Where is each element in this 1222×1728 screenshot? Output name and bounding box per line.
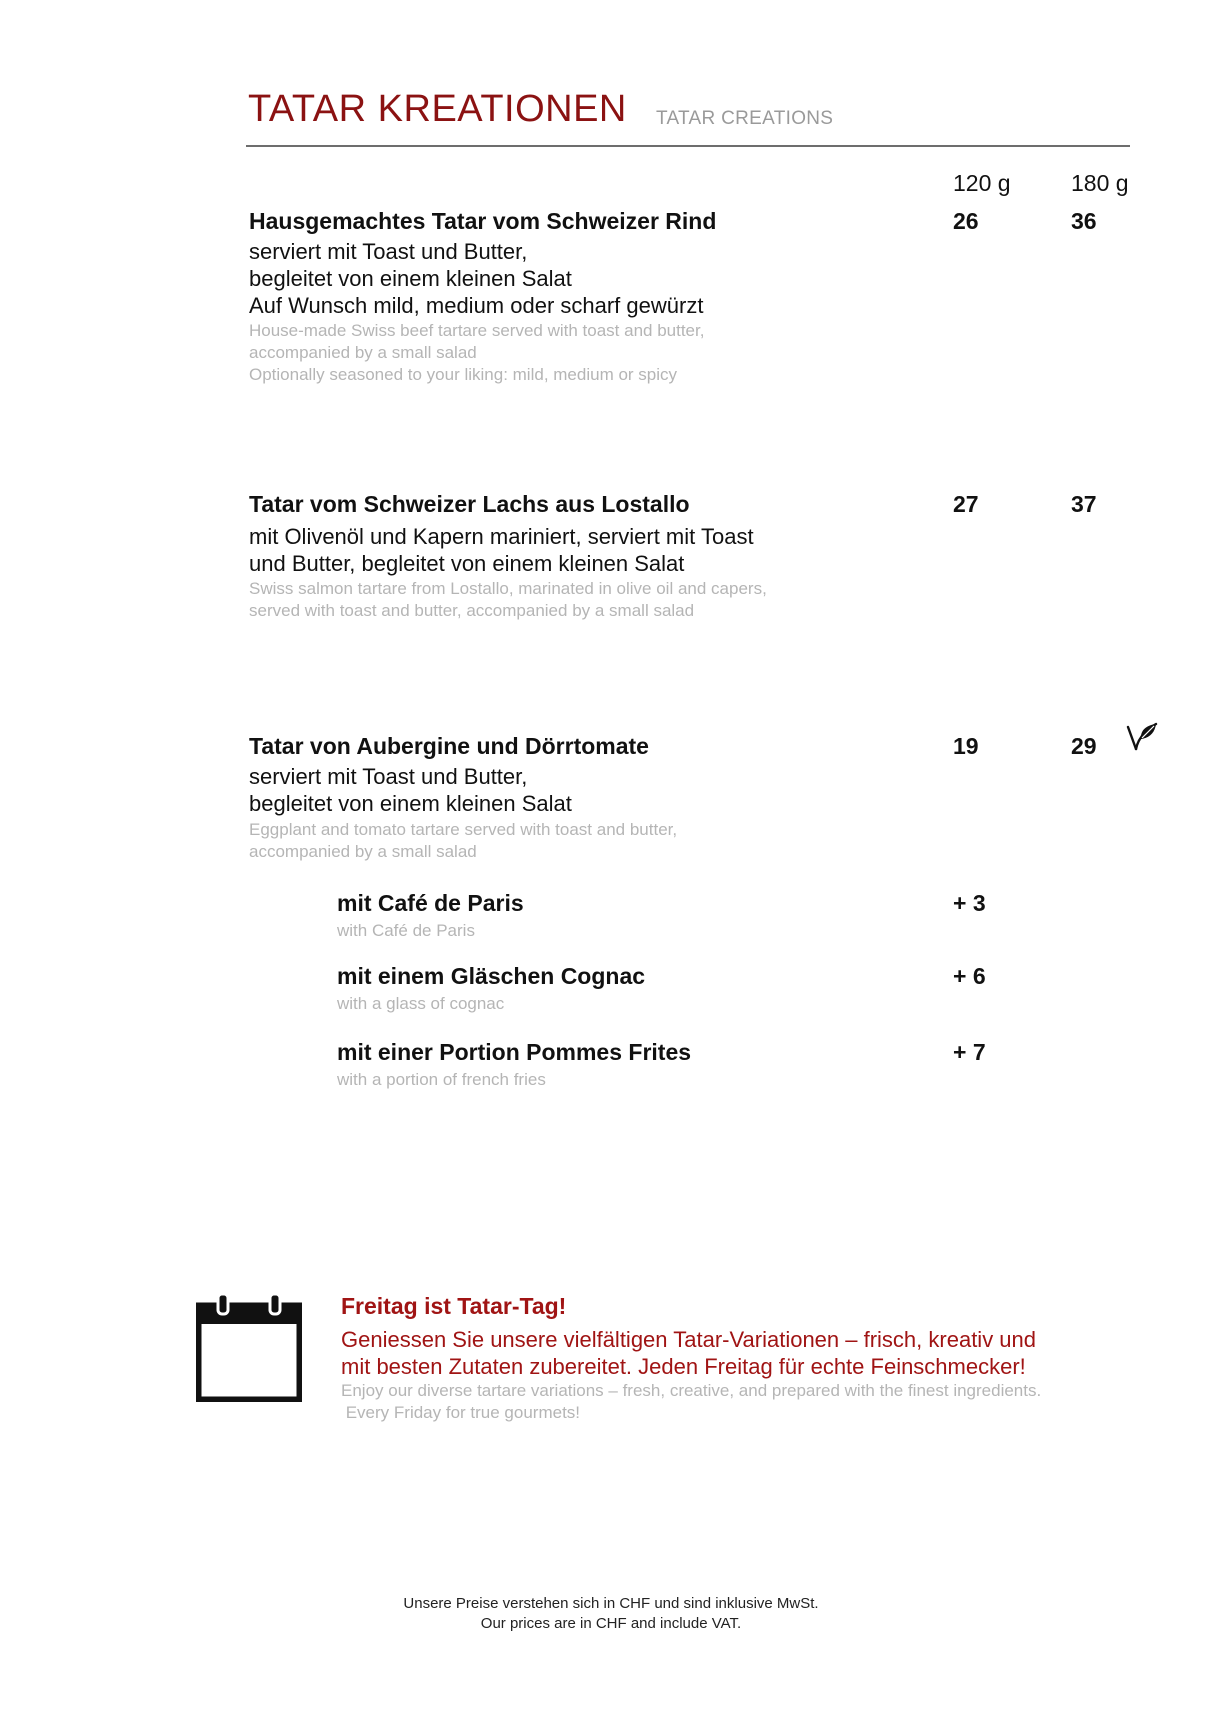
addon-description-en: with Café de Paris <box>337 921 475 940</box>
description-line: Eggplant and tomato tartare served with toast and butter, <box>249 820 678 839</box>
item-description-de <box>249 763 572 817</box>
item-description-de <box>249 523 754 577</box>
page-subtitle: TATAR CREATIONS <box>656 108 834 129</box>
description-line: accompanied by a small salad <box>249 842 477 861</box>
description-line: accompanied by a small salad <box>249 343 477 362</box>
item-name: Tatar von Aubergine und Dörrtomate <box>249 733 649 759</box>
description-line: House-made Swiss beef tartare served with toast and butter, <box>249 321 705 340</box>
item-description-en <box>249 320 704 386</box>
vegan-leaf-icon <box>1124 721 1160 760</box>
promo-line: Every Friday for true gourmets! <box>341 1403 581 1422</box>
item-price-small: 19 <box>953 733 979 759</box>
promo-line: Geniessen Sie unsere vielfältigen Tatar-Variationen – frisch, kreativ und <box>341 1327 1037 1352</box>
footer-line-de: Unsere Preise verstehen sich in CHF und sind inklusive MwSt. <box>403 1595 819 1612</box>
footer-line-en: Our prices are in CHF and include VAT. <box>480 1615 742 1632</box>
addon-price: + 6 <box>953 963 986 989</box>
addon-price: + 7 <box>953 1039 986 1065</box>
description-line: Swiss salmon tartare from Lostallo, marinated in olive oil and capers, <box>249 579 767 598</box>
addon-description-en: with a glass of cognac <box>337 994 505 1013</box>
calendar-icon <box>196 1292 302 1407</box>
description-line: serviert mit Toast und Butter, <box>249 764 528 789</box>
addon-name: mit einer Portion Pommes Frites <box>337 1039 692 1065</box>
item-description-en <box>249 578 767 622</box>
promo-title: Freitag ist Tatar-Tag! <box>341 1293 567 1319</box>
item-price-large: 37 <box>1071 491 1097 517</box>
addon-price: + 3 <box>953 890 986 916</box>
item-description-de <box>249 238 703 319</box>
description-line: mit Olivenöl und Kapern mariniert, serviert mit Toast <box>249 524 754 549</box>
description-line: begleitet von einem kleinen Salat <box>249 791 572 816</box>
header-divider <box>246 145 1130 147</box>
column-header-small: 120 g <box>953 170 1011 196</box>
footer-note <box>0 1594 1222 1634</box>
item-name: Hausgemachtes Tatar vom Schweizer Rind <box>249 208 717 234</box>
column-header-large: 180 g <box>1071 170 1129 196</box>
item-description-en <box>249 819 677 863</box>
item-price-small: 26 <box>953 208 979 234</box>
item-price-large: 29 <box>1071 733 1097 759</box>
addon-description-en: with a portion of french fries <box>337 1070 546 1089</box>
item-name: Tatar vom Schweizer Lachs aus Lostallo <box>249 491 690 517</box>
promo-description-en <box>341 1380 1041 1424</box>
addon-name: mit Café de Paris <box>337 890 524 916</box>
description-line: Auf Wunsch mild, medium oder scharf gewürzt <box>249 293 704 318</box>
promo-line: Enjoy our diverse tartare variations – fresh, creative, and prepared with the finest ingredients. <box>341 1381 1042 1400</box>
description-line: serviert mit Toast und Butter, <box>249 239 528 264</box>
promo-line: mit besten Zutaten zubereitet. Jeden Freitag für echte Feinschmecker! <box>341 1354 1026 1379</box>
addon-name: mit einem Gläschen Cognac <box>337 963 646 989</box>
item-price-small: 27 <box>953 491 979 517</box>
description-line: served with toast and butter, accompanied by a small salad <box>249 601 695 620</box>
description-line: begleitet von einem kleinen Salat <box>249 266 572 291</box>
item-price-large: 36 <box>1071 208 1097 234</box>
promo-description-de <box>341 1326 1036 1380</box>
page-title: TATAR KREATIONEN <box>248 88 627 130</box>
description-line: Optionally seasoned to your liking: mild, medium or spicy <box>249 365 678 384</box>
description-line: und Butter, begleitet von einem kleinen Salat <box>249 551 685 576</box>
